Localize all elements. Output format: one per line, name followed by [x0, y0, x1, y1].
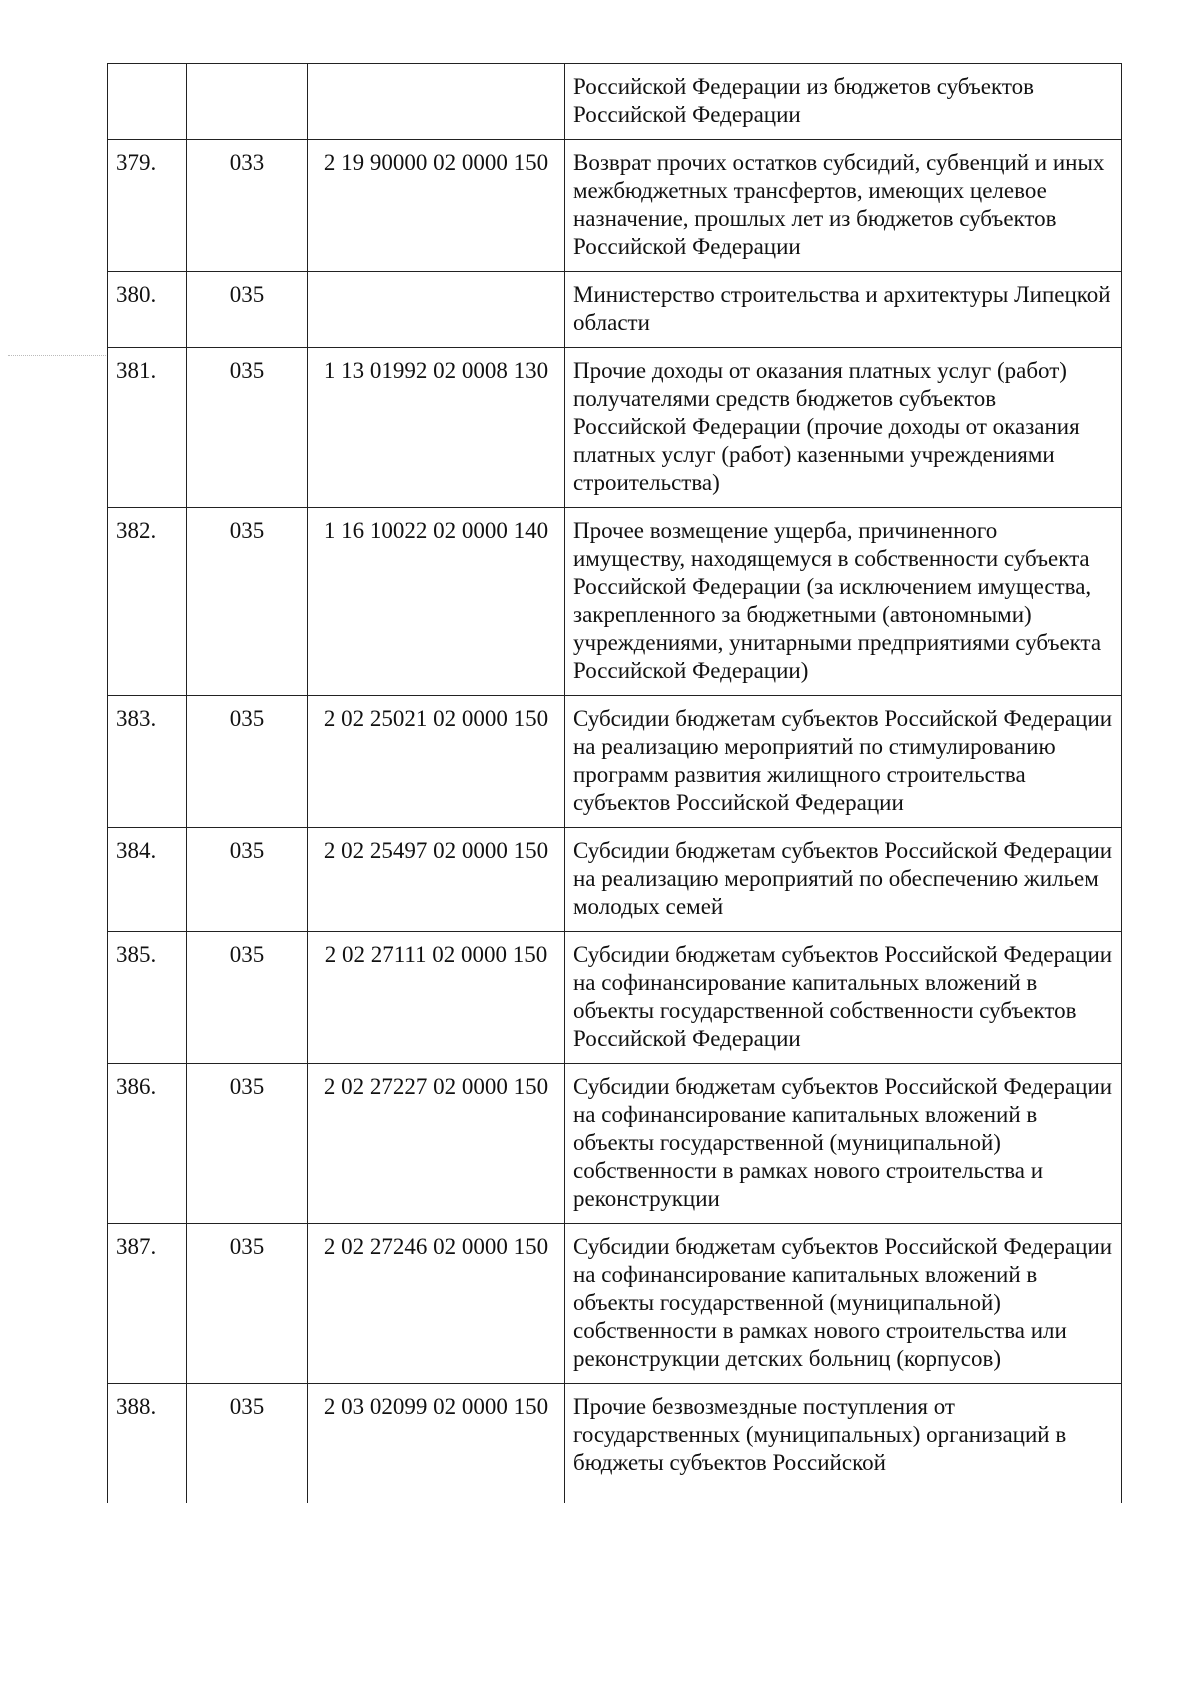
row-number-cell: 381.: [108, 348, 187, 508]
administrator-code-cell: 035: [187, 1384, 308, 1504]
revenue-description-cell: Субсидии бюджетам субъектов Российской Федерации на софинансирование капитальных вложений в объекты государственной (муниципальной) собственности в рамках нового строительства и реконструкции: [565, 1064, 1122, 1224]
scan-artifact-line: [8, 355, 108, 356]
administrator-code-cell: [187, 64, 308, 140]
row-number-cell: 387.: [108, 1224, 187, 1384]
administrator-code-cell: 035: [187, 348, 308, 508]
revenue-description-cell: Прочее возмещение ущерба, причиненного имуществу, находящемуся в собственности субъекта Российской Федерации (за исключением имущества, закрепленного за бюджетными (автономными) учреждениями, унитарными предприятиями субъекта Российской Федерации): [565, 508, 1122, 696]
administrator-code-cell: 035: [187, 508, 308, 696]
row-number-cell: 384.: [108, 828, 187, 932]
budget-classification-code-cell: 2 02 25497 02 0000 150: [308, 828, 565, 932]
row-number-cell: 385.: [108, 932, 187, 1064]
revenue-description-cell: Возврат прочих остатков субсидий, субвенций и иных межбюджетных трансфертов, имеющих целевое назначение, прошлых лет из бюджетов субъектов Российской Федерации: [565, 140, 1122, 272]
budget-classification-code-cell: 2 02 27111 02 0000 150: [308, 932, 565, 1064]
row-number-cell: 388.: [108, 1384, 187, 1504]
row-number-cell: 383.: [108, 696, 187, 828]
budget-classification-code-cell: [308, 272, 565, 348]
row-number-cell: 386.: [108, 1064, 187, 1224]
revenue-description-cell: Субсидии бюджетам субъектов Российской Федерации на софинансирование капитальных вложений в объекты государственной собственности субъектов Российской Федерации: [565, 932, 1122, 1064]
budget-classification-code-cell: 1 16 10022 02 0000 140: [308, 508, 565, 696]
administrator-code-cell: 035: [187, 696, 308, 828]
table-row: [108, 348, 1122, 508]
administrator-code-cell: 035: [187, 272, 308, 348]
budget-classification-code-cell: 2 03 02099 02 0000 150: [308, 1384, 565, 1504]
table-row: [108, 828, 1122, 932]
table-row: [108, 1224, 1122, 1384]
table-row: [108, 508, 1122, 696]
table-row: [108, 64, 1122, 140]
administrator-code-cell: 033: [187, 140, 308, 272]
table-row: [108, 272, 1122, 348]
revenue-description-cell: Субсидии бюджетам субъектов Российской Федерации на реализацию мероприятий по стимулированию программ развития жилищного строительства субъектов Российской Федерации: [565, 696, 1122, 828]
table-row: [108, 140, 1122, 272]
budget-revenue-table: [107, 63, 1122, 1503]
administrator-code-cell: 035: [187, 1224, 308, 1384]
budget-classification-code-cell: 2 19 90000 02 0000 150: [308, 140, 565, 272]
revenue-description-cell: Субсидии бюджетам субъектов Российской Федерации на реализацию мероприятий по обеспечению жильем молодых семей: [565, 828, 1122, 932]
table-row: [108, 696, 1122, 828]
budget-classification-code-cell: 1 13 01992 02 0008 130: [308, 348, 565, 508]
administrator-code-cell: 035: [187, 828, 308, 932]
row-number-cell: [108, 64, 187, 140]
budget-classification-code-cell: 2 02 27246 02 0000 150: [308, 1224, 565, 1384]
budget-classification-code-cell: 2 02 25021 02 0000 150: [308, 696, 565, 828]
row-number-cell: 379.: [108, 140, 187, 272]
revenue-description-cell: Субсидии бюджетам субъектов Российской Федерации на софинансирование капитальных вложений в объекты государственной (муниципальной) собственности в рамках нового строительства или реконструкции детских больниц (корпусов): [565, 1224, 1122, 1384]
table-row: [108, 1384, 1122, 1504]
budget-classification-code-cell: 2 02 27227 02 0000 150: [308, 1064, 565, 1224]
revenue-description-cell: Российской Федерации из бюджетов субъектов Российской Федерации: [565, 64, 1122, 140]
table-row: [108, 932, 1122, 1064]
table-row: [108, 1064, 1122, 1224]
budget-classification-code-cell: [308, 64, 565, 140]
revenue-description-cell: Прочие безвозмездные поступления от государственных (муниципальных) организаций в бюджеты субъектов Российской: [565, 1384, 1122, 1504]
row-number-cell: 382.: [108, 508, 187, 696]
administrator-code-cell: 035: [187, 1064, 308, 1224]
administrator-code-cell: 035: [187, 932, 308, 1064]
row-number-cell: 380.: [108, 272, 187, 348]
revenue-description-cell: Прочие доходы от оказания платных услуг (работ) получателями средств бюджетов субъектов Российской Федерации (прочие доходы от оказания платных услуг (работ) казенными учреждениями строительства): [565, 348, 1122, 508]
revenue-description-cell: Министерство строительства и архитектуры Липецкой области: [565, 272, 1122, 348]
